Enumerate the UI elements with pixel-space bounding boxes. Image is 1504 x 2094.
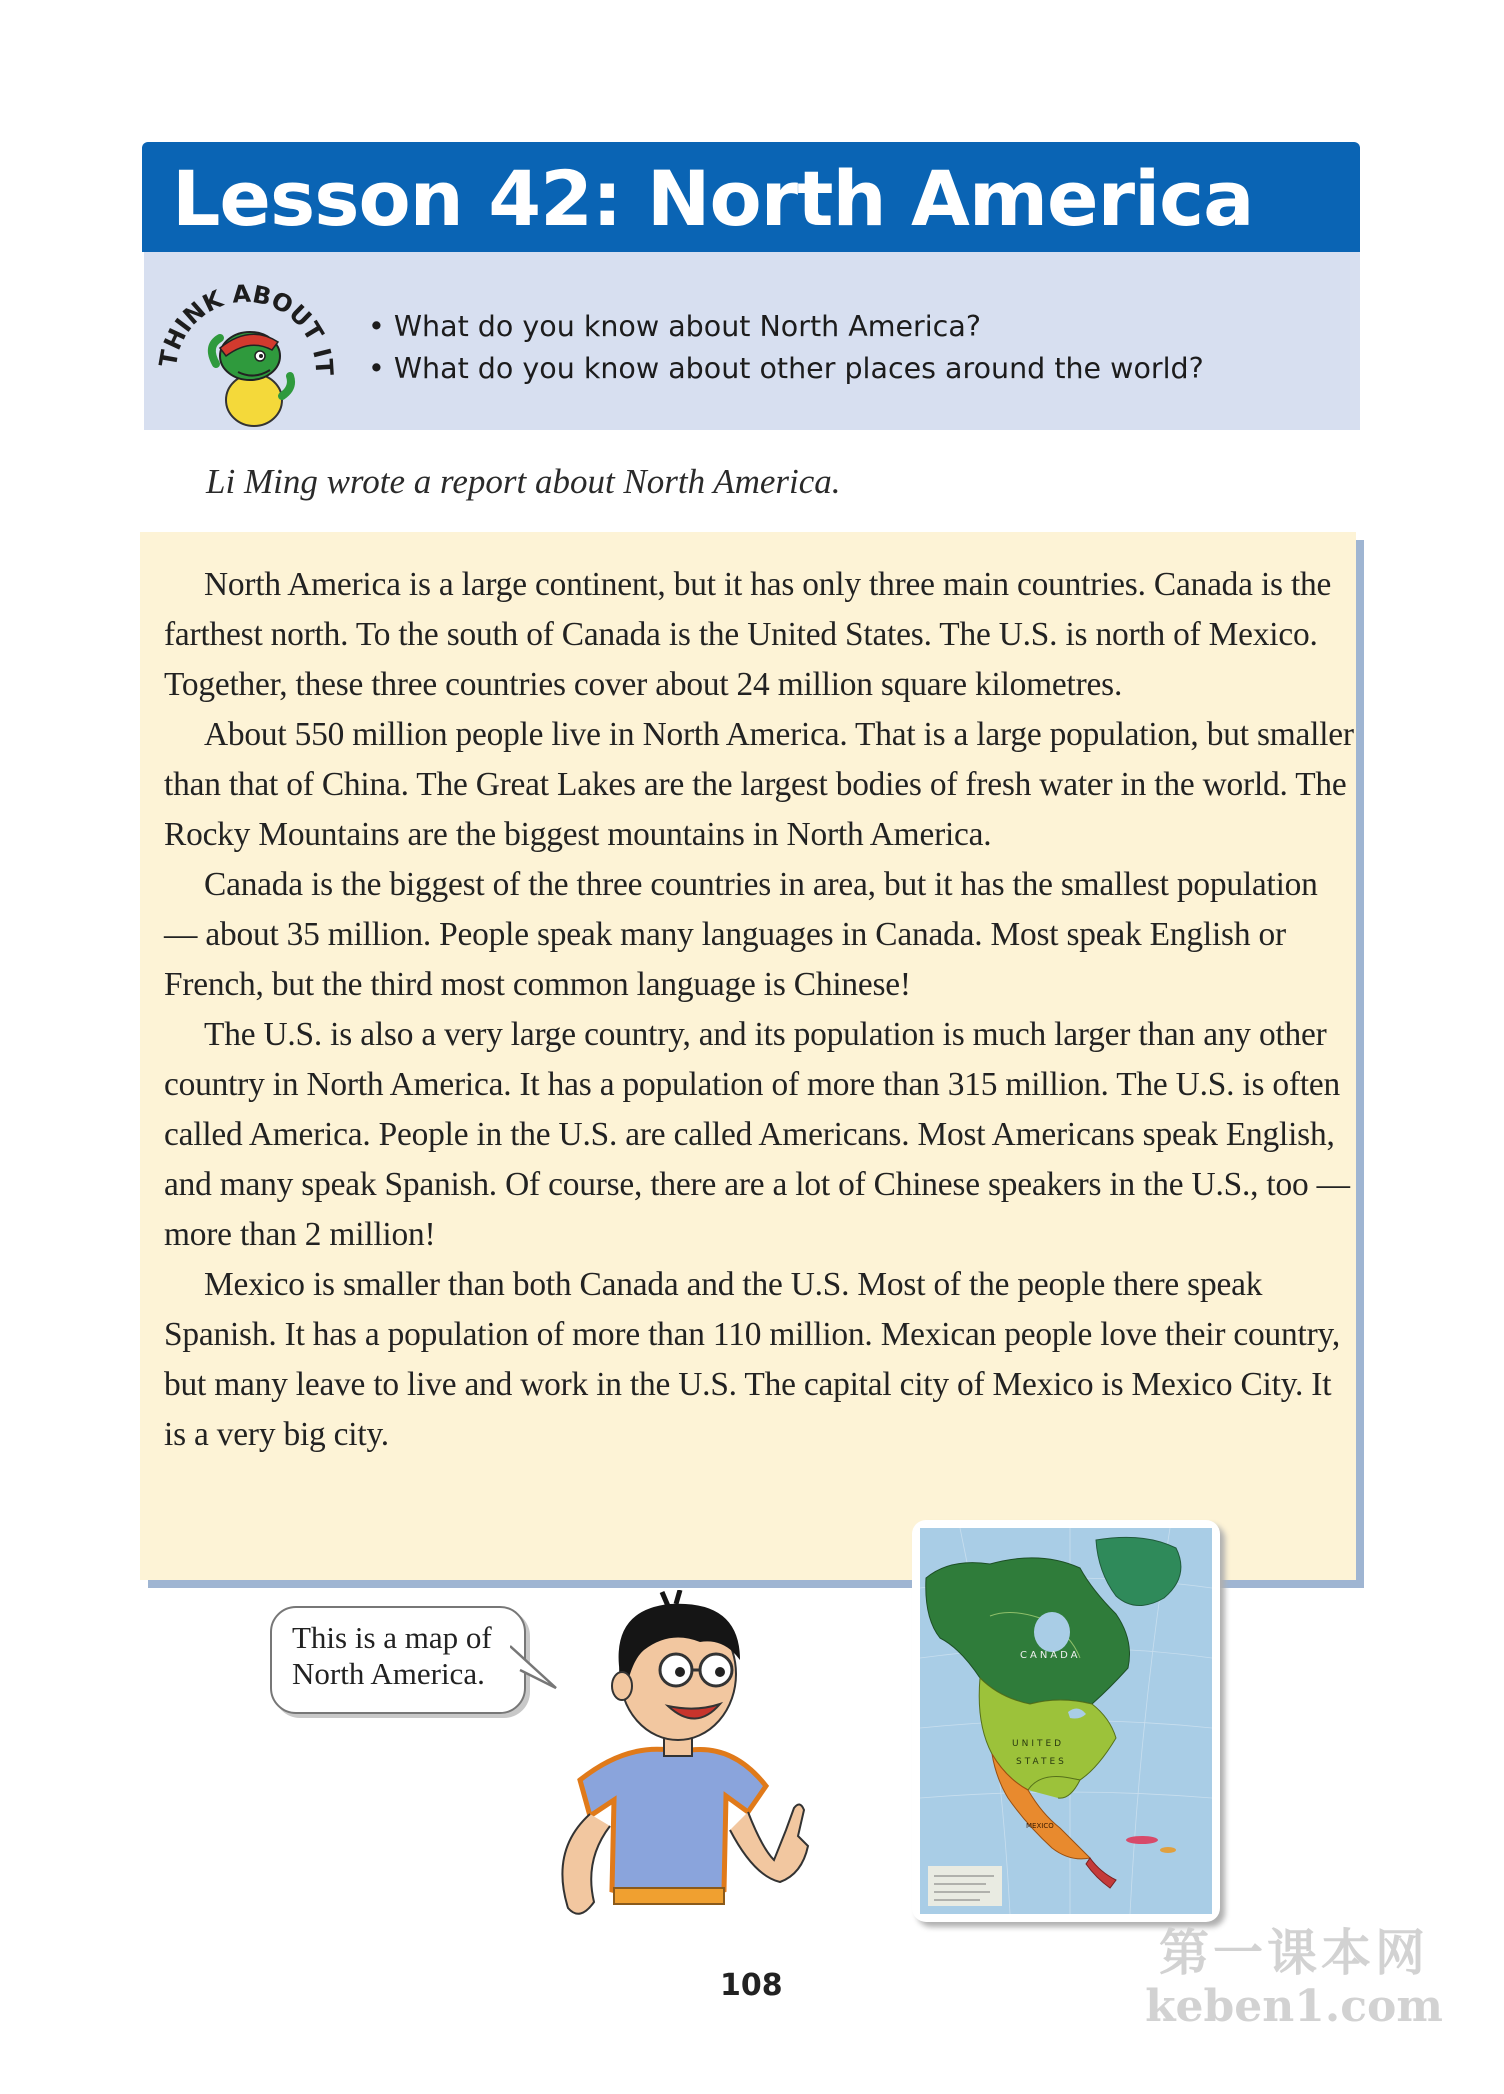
north-america-map-frame	[912, 1520, 1220, 1922]
report-paragraph: Mexico is smaller than both Canada and the U.S. Most of the people there speak Spanish. It has a population of more than 110 million. Mexican people love their country, but many leave to live and work in the U.S. The capital city of Mexico is Mexico City. It is a very big city.	[164, 1266, 1340, 1453]
report-paragraph: North America is a large continent, but it has only three main countries. Canada is the farthest north. To the south of Canada is the United States. The U.S. is north of Mexico. Together, these three countries cover about 24 million square kilometres.	[164, 566, 1332, 703]
boy-character-illustration	[540, 1590, 820, 1930]
question-item: • What do you know about North America?	[368, 310, 981, 343]
think-about-it-badge	[154, 272, 344, 432]
map-label-canada: CANADA	[1020, 1650, 1081, 1661]
think-about-it-panel	[144, 252, 1360, 430]
report-box	[140, 532, 1356, 1580]
map-label-united: UNITED	[1012, 1739, 1065, 1749]
speech-line: This is a map of	[292, 1620, 492, 1655]
lesson-title-bar	[142, 142, 1360, 252]
speech-line: North America.	[292, 1656, 485, 1691]
report-body	[164, 560, 1354, 1460]
lesson-title: Lesson 42: North America	[172, 154, 1254, 243]
report-paragraph: About 550 million people live in North America. That is a large population, but smaller than that of China. The Great Lakes are the largest bodies of fresh water in the world. The Rocky Mountains are the biggest mountains in North America.	[164, 716, 1354, 853]
speech-bubble	[270, 1606, 526, 1714]
speech-bubble-text	[292, 1620, 492, 1692]
watermark-line: keben1.com	[1145, 1981, 1443, 2032]
badge-label: THINK ABOUT IT	[154, 279, 339, 377]
page-number: 108	[720, 1968, 783, 2003]
question-item: • What do you know about other places around the world?	[368, 352, 1204, 385]
report-paragraph: Canada is the biggest of the three countries in area, but it has the smallest population — about 35 million. People speak many languages in Canada. Most speak English or French, but the third most common language is Chinese!	[164, 866, 1318, 1003]
site-watermark	[1144, 1924, 1444, 2032]
turtle-mascot-icon	[212, 332, 291, 426]
watermark-line: 第一课本网	[1159, 1923, 1429, 1982]
intro-sentence: Li Ming wrote a report about North America.	[206, 462, 841, 501]
think-questions	[368, 306, 1204, 390]
map-label-states: STATES	[1016, 1757, 1067, 1767]
north-america-map	[920, 1528, 1212, 1914]
report-paragraph: The U.S. is also a very large country, and its population is much larger than any other country in North America. It has a population of more than 315 million. The U.S. is often called America. People in the U.S. are called Americans. Most Americans speak English, and many speak Spanish. Of course, there are a lot of Chinese speakers in the U.S., too — more than 2 million!	[164, 1016, 1350, 1253]
map-label-mexico: MEXICO	[1026, 1822, 1054, 1830]
